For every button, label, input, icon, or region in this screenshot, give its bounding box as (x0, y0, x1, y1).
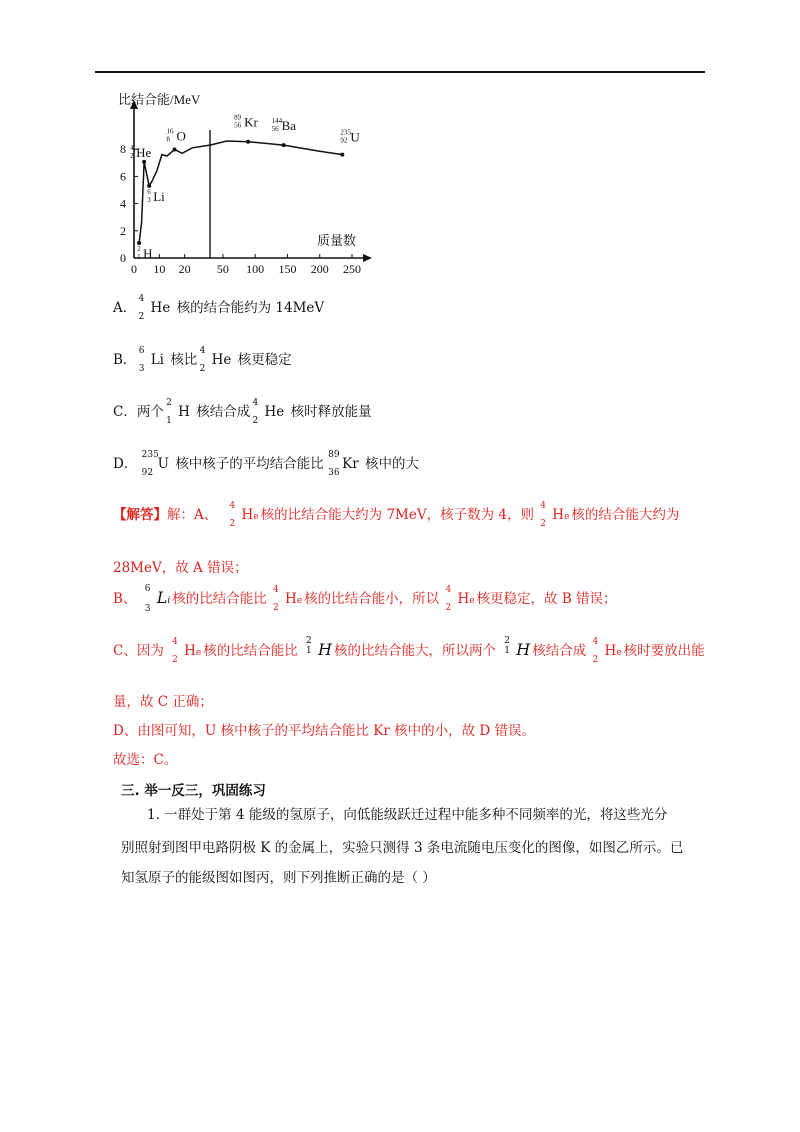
answer-c-start: C、因为 (113, 643, 164, 659)
option-d-prefix: D． (113, 456, 138, 472)
answer-c-mid3: 核结合成 (532, 643, 587, 659)
mass-number: 4 (138, 294, 145, 304)
option-d-text: 核中的大 (364, 456, 419, 472)
isotope-charge-label: 1 (137, 253, 141, 262)
mass-number: 4 (229, 501, 236, 511)
isotope-mass-label: 16 (166, 127, 174, 136)
option-a (113, 294, 325, 322)
x-tick-label: 20 (178, 262, 191, 276)
charge-number: 2 (273, 603, 279, 613)
isotope-symbol-label: Kr (244, 114, 258, 130)
isotope-u (141, 450, 170, 478)
element-symbol: H (604, 643, 617, 659)
isotope-he (138, 294, 171, 322)
charge-number: 2 (592, 655, 599, 665)
option-d (113, 450, 419, 478)
element-symbol: He (150, 300, 171, 316)
option-b-mid: 核比 (170, 352, 198, 368)
element-symbol: H (241, 507, 254, 523)
element-symbol: L (156, 588, 168, 607)
isotope-li (138, 346, 165, 374)
element-subscript: e (195, 648, 202, 658)
isotope-symbol-label: O (176, 128, 186, 144)
answer-a-end: 核的结合能大约为 (571, 507, 680, 523)
isotope-h (504, 636, 531, 660)
answer-choice: 故选：C。 (113, 752, 178, 768)
mass-number: 2 (306, 636, 312, 646)
charge-number: 1 (306, 646, 312, 656)
isotope-charge-label: 56 (271, 125, 279, 134)
element-symbol: H (457, 591, 470, 607)
binding-energy-curve (139, 141, 342, 243)
charge-number: 3 (144, 604, 151, 614)
answer-b-end: 核更稳定，故 B 错误； (476, 591, 617, 607)
isotope-mass-label: 4 (130, 143, 134, 152)
mass-number: 4 (199, 346, 206, 356)
option-a-text: 核的结合能约为 14MeV (176, 300, 325, 316)
charge-number: 2 (199, 364, 206, 374)
element-symbol: Li (150, 352, 165, 368)
answer-a-start: 解：A、 (167, 507, 218, 523)
isotope-he (445, 585, 475, 613)
y-tick-label: 2 (120, 223, 126, 238)
charge-number: 2 (540, 519, 547, 529)
x-tick-label: 250 (343, 262, 361, 276)
element-subscript: e (616, 648, 622, 658)
mass-number: 235 (141, 450, 159, 460)
x-tick-label: 0 (131, 262, 137, 276)
mass-number: 4 (445, 585, 452, 595)
isotope-charge-label: 56 (234, 121, 242, 130)
isotope-li (144, 584, 171, 614)
isotope-h (306, 636, 332, 660)
section-title: 三. 举一反三，巩固练习 (121, 783, 266, 799)
answer-b-start: B、 (113, 591, 137, 607)
data-point (173, 147, 177, 151)
answer-c-mid2: 核的比结合能大，所以两个 (334, 643, 496, 659)
y-tick-label: 4 (120, 196, 126, 211)
mass-number: 4 (540, 501, 547, 511)
charge-number: 2 (445, 603, 452, 613)
isotope-mass-label: 2 (137, 245, 141, 254)
data-point (246, 140, 250, 144)
answer-b-mid1: 核的比结合能比 (172, 591, 267, 607)
isotope-charge-label: 92 (340, 136, 348, 145)
option-d-mid: 核中核子的平均结合能比 (175, 456, 324, 472)
question-1-line1: 1. 一群处于第 4 能级的氢原子，向低能级跃迁过程中能多种不同频率的光，将这些光分 (147, 807, 668, 823)
x-tick-label: 200 (310, 262, 329, 276)
mass-number: 4 (172, 637, 178, 647)
answer-c-mid1: 核的比结合能比 (203, 643, 298, 659)
isotope-he (592, 637, 622, 665)
option-c (113, 398, 372, 426)
mass-number: 6 (144, 584, 151, 594)
isotope-he (252, 398, 285, 426)
element-symbol: U (157, 456, 170, 472)
x-axis-arrow (363, 254, 372, 262)
isotope-mass-label: 144 (271, 117, 283, 126)
x-tick-label: 100 (246, 262, 265, 276)
answer-tag: 【解答】 (113, 507, 167, 523)
option-c-prefix: C．两个 (113, 404, 164, 420)
answer-d: D、由图可知，U 核中核子的平均结合能比 Kr 核中的小，故 D 错误。 (113, 723, 536, 739)
element-symbol: H (552, 507, 565, 523)
isotope-he (172, 637, 202, 665)
charge-number: 36 (328, 468, 340, 478)
x-tick-label: 50 (216, 262, 229, 276)
data-point (340, 153, 344, 157)
element-subscript: e (296, 596, 303, 606)
charge-number: 92 (141, 468, 154, 478)
mass-number: 6 (138, 346, 145, 356)
charge-number: 3 (138, 364, 145, 374)
isotope-he (229, 501, 259, 529)
isotope-symbol-label: He (136, 144, 152, 160)
isotope-kr (328, 450, 359, 478)
x-tick-label: 150 (278, 262, 297, 276)
y-tick-label: 0 (120, 251, 126, 265)
answer-a-line1 (113, 501, 680, 529)
y-tick-label: 8 (120, 142, 126, 157)
charge-number: 2 (229, 519, 236, 529)
isotope-charge-label: 2 (130, 151, 134, 160)
answer-b-mid2: 核的比结合能小，所以 (304, 591, 440, 607)
element-subscript: e (564, 512, 570, 522)
isotope-mass-label: 235 (340, 128, 351, 137)
charge-number: 2 (172, 655, 178, 665)
isotope-mass-label: 89 (234, 113, 242, 122)
answer-c-line1 (113, 636, 705, 665)
element-symbol: He (211, 352, 232, 368)
mass-number: 89 (328, 450, 340, 460)
element-symbol: H (516, 640, 531, 659)
binding-energy-chart (112, 92, 372, 280)
isotope-he (199, 346, 232, 374)
option-c-mid: 核结合成 (196, 404, 251, 420)
answer-c-end: 核时要放出能 (623, 643, 705, 659)
option-b-prefix: B． (113, 352, 137, 368)
data-point (142, 160, 146, 164)
charge-number: 1 (166, 416, 172, 426)
isotope-he (540, 501, 570, 529)
mass-number: 2 (166, 398, 172, 408)
isotope-symbol-label: Li (153, 188, 165, 204)
element-symbol: H (184, 643, 196, 659)
answer-a-line2: 28MeV，故 A 错误； (113, 560, 248, 576)
question-1-line3: 知氢原子的能级图如图丙，则下列推断正确的是（ ） (121, 870, 436, 886)
data-point (282, 143, 286, 147)
element-subscript: i (167, 596, 171, 606)
mass-number: 2 (504, 636, 511, 646)
answer-a-mid: 核的比结合能大约为 7MeV，核子数为 4，则 (260, 507, 534, 523)
question-1-line2: 别照射到图甲电路阴极 K 的金属上，实验只测得 3 条电流随电压变化的图像，如图乙所示。已 (121, 840, 684, 856)
y-tick-label: 6 (120, 169, 126, 184)
element-subscript: e (253, 512, 259, 522)
charge-number: 1 (504, 646, 511, 656)
isotope-h (166, 398, 190, 426)
element-subscript: e (469, 596, 475, 606)
isotope-symbol-label: Ba (281, 118, 297, 134)
isotope-charge-label: 8 (166, 135, 171, 144)
option-b-text: 核更稳定 (237, 352, 292, 368)
option-b (113, 346, 292, 374)
element-symbol: H (178, 404, 190, 420)
mass-number: 4 (252, 398, 259, 408)
mass-number: 4 (592, 637, 599, 647)
isotope-mass-label: 6 (147, 187, 151, 196)
header-rule (95, 71, 705, 73)
element-symbol: H (285, 591, 297, 607)
isotope-he (273, 585, 303, 613)
option-c-text: 核时释放能量 (290, 404, 372, 420)
charge-number: 2 (138, 312, 145, 322)
x-tick-label: 10 (153, 262, 166, 276)
element-symbol: He (264, 404, 285, 420)
mass-number: 4 (273, 585, 279, 595)
isotope-symbol-label: U (350, 129, 360, 145)
x-axis-label: 质量数 (317, 233, 357, 248)
isotope-symbol-label: H (143, 246, 153, 262)
element-symbol: H (318, 640, 332, 659)
isotope-charge-label: 3 (147, 195, 151, 204)
option-a-prefix: A． (113, 300, 137, 316)
charge-number: 2 (252, 416, 259, 426)
y-axis-label: 比结合能/MeV (118, 92, 201, 107)
answer-c-line2: 量，故 C 正确； (113, 694, 213, 710)
element-symbol: Kr (342, 456, 359, 472)
answer-b (113, 584, 617, 614)
